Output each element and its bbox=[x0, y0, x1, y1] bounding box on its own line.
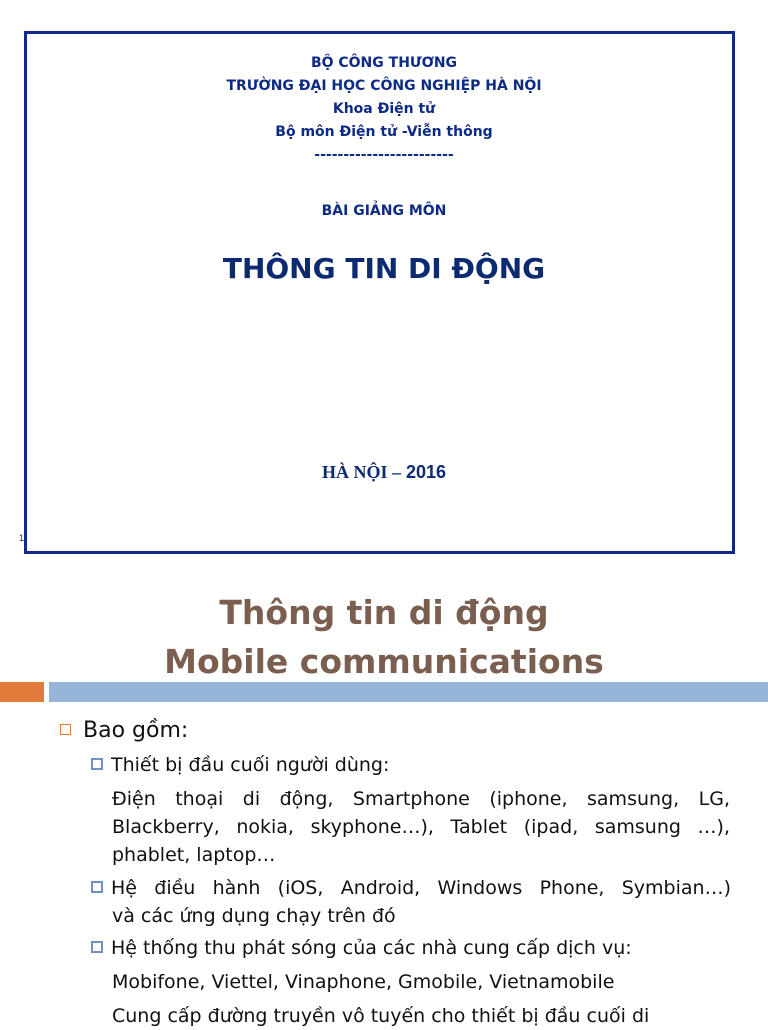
square-bullet-icon bbox=[91, 941, 103, 953]
page-number: 1 bbox=[19, 533, 25, 543]
year-label: 2016 bbox=[405, 462, 447, 482]
department-name: Bộ môn Điện tử -Viễn thông bbox=[275, 124, 493, 140]
slide-title-vi: Thông tin di động bbox=[219, 593, 549, 632]
course-title: THÔNG TIN DI ĐỘNG bbox=[222, 252, 546, 285]
sub-bullet-os bbox=[91, 874, 731, 902]
content-slide bbox=[0, 570, 768, 1027]
square-bullet-icon bbox=[91, 758, 103, 770]
devices-description: Điện thoại di động, Smartphone (iphone, samsung, LG, Blackberry, nokia, skyphone…), Tablet (ipad, samsung …), phablet, laptop… bbox=[112, 788, 730, 866]
os-description: và các ứng dụng chạy trên đó bbox=[112, 905, 396, 927]
network-providers: Mobifone, Viettel, Vinaphone, Gmobile, Vietnamobile bbox=[112, 971, 615, 993]
university-name: TRƯỜNG ĐẠI HỌC CÔNG NGHIỆP HÀ NỘI bbox=[226, 78, 542, 94]
accent-bar-orange bbox=[0, 682, 44, 702]
header-divider: ------------------------ bbox=[314, 147, 454, 163]
sub-bullet-devices bbox=[91, 751, 731, 779]
network-description: Cung cấp đường truyền vô tuyến cho thiết bị đầu cuối di bbox=[112, 1005, 650, 1027]
sub-bullet-text: Hệ thống thu phát sóng của các nhà cung cấp dịch vụ: bbox=[111, 937, 632, 959]
main-bullet-text: Bao gồm: bbox=[83, 718, 189, 743]
slide-title-en: Mobile communications bbox=[164, 642, 604, 681]
main-bullet bbox=[60, 718, 188, 744]
lecture-label: BÀI GIẢNG MÔN bbox=[321, 203, 447, 219]
square-bullet-icon bbox=[60, 724, 71, 735]
faculty-name: Khoa Điện tử bbox=[332, 101, 436, 117]
ministry-name: BỘ CÔNG THƯƠNG bbox=[310, 55, 458, 71]
sub-bullet-network bbox=[91, 934, 731, 962]
city-year bbox=[0, 462, 768, 483]
accent-bar-blue bbox=[49, 682, 768, 702]
sub-bullet-text: Hệ điều hành (iOS, Android, Windows Phone, Symbian…) bbox=[111, 877, 731, 899]
city-label: HÀ NỘI – bbox=[321, 462, 401, 482]
square-bullet-icon bbox=[91, 881, 103, 893]
sub-bullet-text: Thiết bị đầu cuối người dùng: bbox=[111, 754, 390, 776]
